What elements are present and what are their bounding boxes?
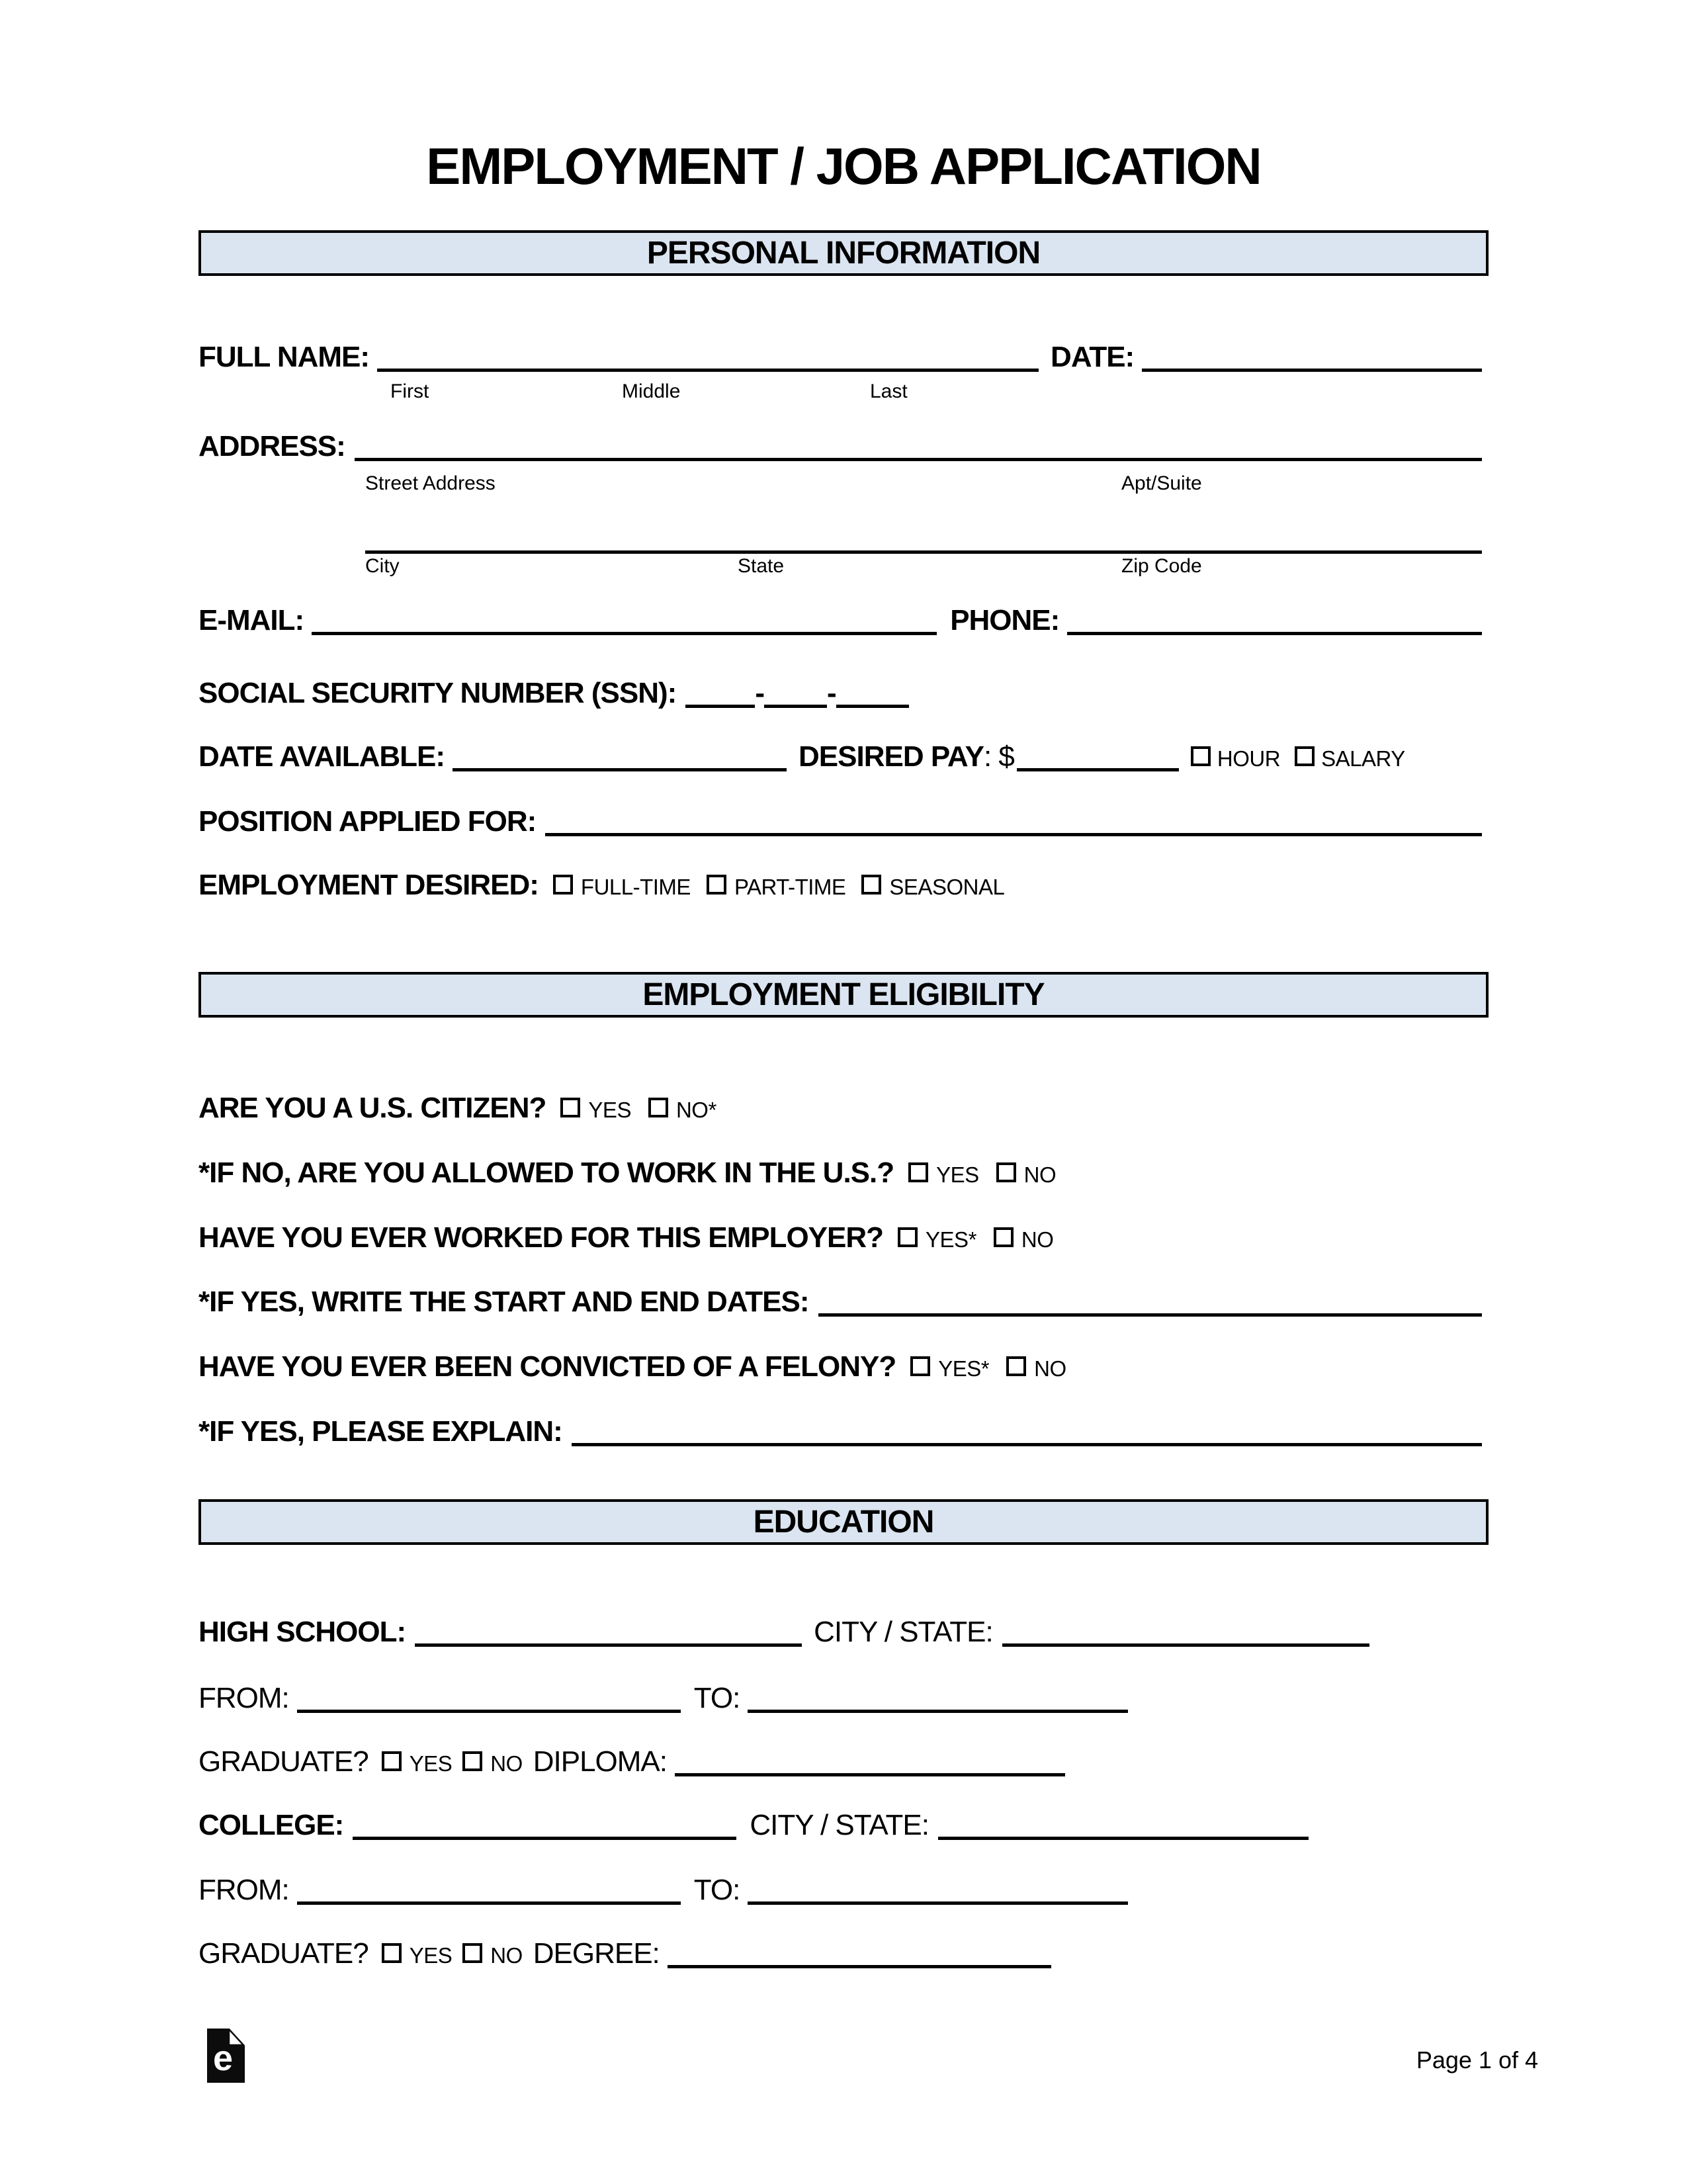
date-blank[interactable] <box>1142 361 1482 372</box>
college-city-state-label: CITY / STATE: <box>750 1809 929 1841</box>
email-label: E-MAIL: <box>198 604 304 636</box>
explain-blank[interactable] <box>572 1435 1482 1446</box>
start-end-dates-label: *IF YES, WRITE THE START AND END DATES: <box>198 1286 809 1318</box>
full-name-label: FULL NAME: <box>198 341 370 373</box>
worked-question-label: HAVE YOU EVER WORKED FOR THIS EMPLOYER? <box>198 1221 884 1254</box>
desired-pay-label: DESIRED PAY <box>799 740 984 773</box>
employment-desired-row <box>198 871 1482 900</box>
college-to-blank[interactable] <box>748 1894 1128 1905</box>
position-row <box>198 807 1482 836</box>
email-phone-row <box>198 606 1482 635</box>
full-name-row <box>198 343 1482 372</box>
felony-yes-label: YES* <box>938 1356 990 1381</box>
citizen-yes-label: YES <box>588 1098 631 1122</box>
felony-no-label: NO <box>1034 1356 1066 1381</box>
checkbox-hs-graduate-yes[interactable] <box>382 1751 402 1771</box>
college-to-label: TO: <box>693 1874 740 1906</box>
worked-no-label: NO <box>1021 1227 1054 1252</box>
date-available-blank[interactable] <box>453 760 787 771</box>
date-label: DATE: <box>1051 341 1135 373</box>
zip-code-sublabel: Zip Code <box>1121 555 1202 577</box>
employment-desired-label: EMPLOYMENT DESIRED: <box>198 869 539 901</box>
start-end-dates-row <box>198 1288 1482 1317</box>
city-sublabel: City <box>365 555 400 577</box>
hs-from-to-row <box>198 1684 1482 1713</box>
hs-to-label: TO: <box>693 1682 740 1714</box>
college-blank[interactable] <box>353 1829 736 1840</box>
checkbox-allowed-no[interactable] <box>996 1162 1016 1182</box>
part-time-option-label: PART-TIME <box>734 875 846 899</box>
apt-suite-sublabel: Apt/Suite <box>1121 472 1202 494</box>
ssn-blank-3[interactable] <box>836 697 909 708</box>
hour-option-label: HOUR <box>1217 746 1281 771</box>
citizen-question-row <box>198 1094 1482 1123</box>
page-title: EMPLOYMENT / JOB APPLICATION <box>426 137 1261 195</box>
address-row-2 <box>365 537 1482 548</box>
first-sublabel: First <box>390 380 429 402</box>
college-label: COLLEGE: <box>198 1809 344 1841</box>
high-school-label: HIGH SCHOOL: <box>198 1616 406 1648</box>
high-school-blank[interactable] <box>415 1636 802 1647</box>
checkbox-college-graduate-yes[interactable] <box>382 1943 402 1963</box>
diploma-blank[interactable] <box>675 1765 1065 1776</box>
checkbox-salary[interactable] <box>1295 746 1315 766</box>
checkbox-citizen-yes[interactable] <box>560 1098 580 1117</box>
page-number: Page 1 of 4 <box>1416 2046 1538 2074</box>
section-header-employment-eligibility <box>198 972 1489 1018</box>
checkbox-felony-yes[interactable] <box>910 1356 930 1376</box>
last-sublabel: Last <box>870 380 908 402</box>
section-header-employment-eligibility-label: EMPLOYMENT ELIGIBILITY <box>642 977 1045 1012</box>
start-end-dates-blank[interactable] <box>818 1305 1482 1317</box>
middle-sublabel: Middle <box>622 380 681 402</box>
explain-row <box>198 1417 1482 1446</box>
street-address-sublabel: Street Address <box>365 472 496 494</box>
ssn-label: SOCIAL SECURITY NUMBER (SSN): <box>198 677 677 709</box>
checkbox-college-graduate-no[interactable] <box>462 1943 482 1963</box>
section-header-personal-information-label: PERSONAL INFORMATION <box>646 235 1041 271</box>
degree-blank[interactable] <box>668 1957 1051 1968</box>
seasonal-option-label: SEASONAL <box>889 875 1005 899</box>
eforms-document-logo-icon <box>207 2029 245 2083</box>
checkbox-felony-no[interactable] <box>1006 1356 1026 1376</box>
desired-pay-suffix: : $ <box>983 740 1014 773</box>
hs-graduate-row <box>198 1747 1482 1776</box>
checkbox-citizen-no[interactable] <box>648 1098 668 1117</box>
diploma-label: DIPLOMA: <box>533 1745 668 1778</box>
email-blank[interactable] <box>312 624 937 635</box>
high-school-row <box>198 1618 1482 1647</box>
hs-graduate-yes-label: YES <box>409 1751 453 1776</box>
allowed-question-label: *IF NO, ARE YOU ALLOWED TO WORK IN THE U.S.? <box>198 1157 894 1189</box>
date-available-row <box>198 742 1482 771</box>
college-from-label: FROM: <box>198 1874 289 1906</box>
checkbox-seasonal[interactable] <box>861 875 881 895</box>
ssn-separator-2: - <box>826 677 836 709</box>
worked-yes-label: YES* <box>926 1227 976 1252</box>
address-label: ADDRESS: <box>198 430 345 462</box>
college-from-blank[interactable] <box>297 1894 681 1905</box>
felony-question-row <box>198 1352 1482 1381</box>
street-address-blank[interactable] <box>355 450 1482 461</box>
position-label: POSITION APPLIED FOR: <box>198 805 537 838</box>
ssn-blank-1[interactable] <box>685 697 755 708</box>
checkbox-part-time[interactable] <box>707 875 726 895</box>
ssn-row <box>198 679 1482 708</box>
allowed-no-label: NO <box>1023 1162 1057 1187</box>
ssn-separator-1: - <box>755 677 764 709</box>
college-city-state-blank[interactable] <box>938 1829 1309 1840</box>
section-header-education <box>198 1499 1489 1545</box>
college-from-to-row <box>198 1876 1482 1905</box>
phone-label: PHONE: <box>950 604 1060 636</box>
phone-blank[interactable] <box>1067 624 1482 635</box>
city-state-zip-blank[interactable] <box>365 543 1482 554</box>
citizen-no-label: NO* <box>675 1098 716 1122</box>
hs-from-label: FROM: <box>198 1682 289 1714</box>
section-header-personal-information <box>198 230 1489 276</box>
college-graduate-yes-label: YES <box>409 1943 453 1968</box>
allowed-yes-label: YES <box>936 1162 979 1187</box>
desired-pay-blank[interactable] <box>1017 760 1179 771</box>
college-graduate-label: GRADUATE? <box>198 1937 368 1970</box>
explain-label: *IF YES, PLEASE EXPLAIN: <box>198 1415 562 1448</box>
hs-graduate-no-label: NO <box>490 1751 523 1776</box>
state-sublabel: State <box>738 555 785 577</box>
section-header-education-label: EDUCATION <box>753 1504 934 1540</box>
worked-question-row <box>198 1223 1482 1252</box>
hs-from-blank[interactable] <box>297 1702 681 1713</box>
full-time-option-label: FULL-TIME <box>580 875 691 899</box>
college-row <box>198 1811 1482 1840</box>
logo-letter: e <box>213 2038 234 2078</box>
hs-city-state-label: CITY / STATE: <box>814 1616 993 1648</box>
hs-to-blank[interactable] <box>748 1702 1128 1713</box>
college-graduate-row <box>198 1939 1482 1968</box>
degree-label: DEGREE: <box>533 1937 660 1970</box>
checkbox-full-time[interactable] <box>553 875 573 895</box>
address-row <box>198 432 1482 461</box>
position-blank[interactable] <box>545 825 1482 836</box>
ssn-blank-2[interactable] <box>764 697 827 708</box>
checkbox-hour[interactable] <box>1191 746 1211 766</box>
hs-graduate-label: GRADUATE? <box>198 1745 368 1778</box>
allowed-question-row <box>198 1158 1482 1188</box>
full-name-blank[interactable] <box>377 361 1039 372</box>
checkbox-hs-graduate-no[interactable] <box>462 1751 482 1771</box>
checkbox-worked-yes[interactable] <box>898 1227 918 1247</box>
checkbox-worked-no[interactable] <box>994 1227 1014 1247</box>
hs-city-state-blank[interactable] <box>1002 1636 1369 1647</box>
citizen-question-label: ARE YOU A U.S. CITIZEN? <box>198 1092 546 1124</box>
college-graduate-no-label: NO <box>490 1943 523 1968</box>
date-available-label: DATE AVAILABLE: <box>198 740 445 773</box>
salary-option-label: SALARY <box>1321 746 1405 771</box>
checkbox-allowed-yes[interactable] <box>908 1162 928 1182</box>
felony-question-label: HAVE YOU EVER BEEN CONVICTED OF A FELONY? <box>198 1350 896 1383</box>
